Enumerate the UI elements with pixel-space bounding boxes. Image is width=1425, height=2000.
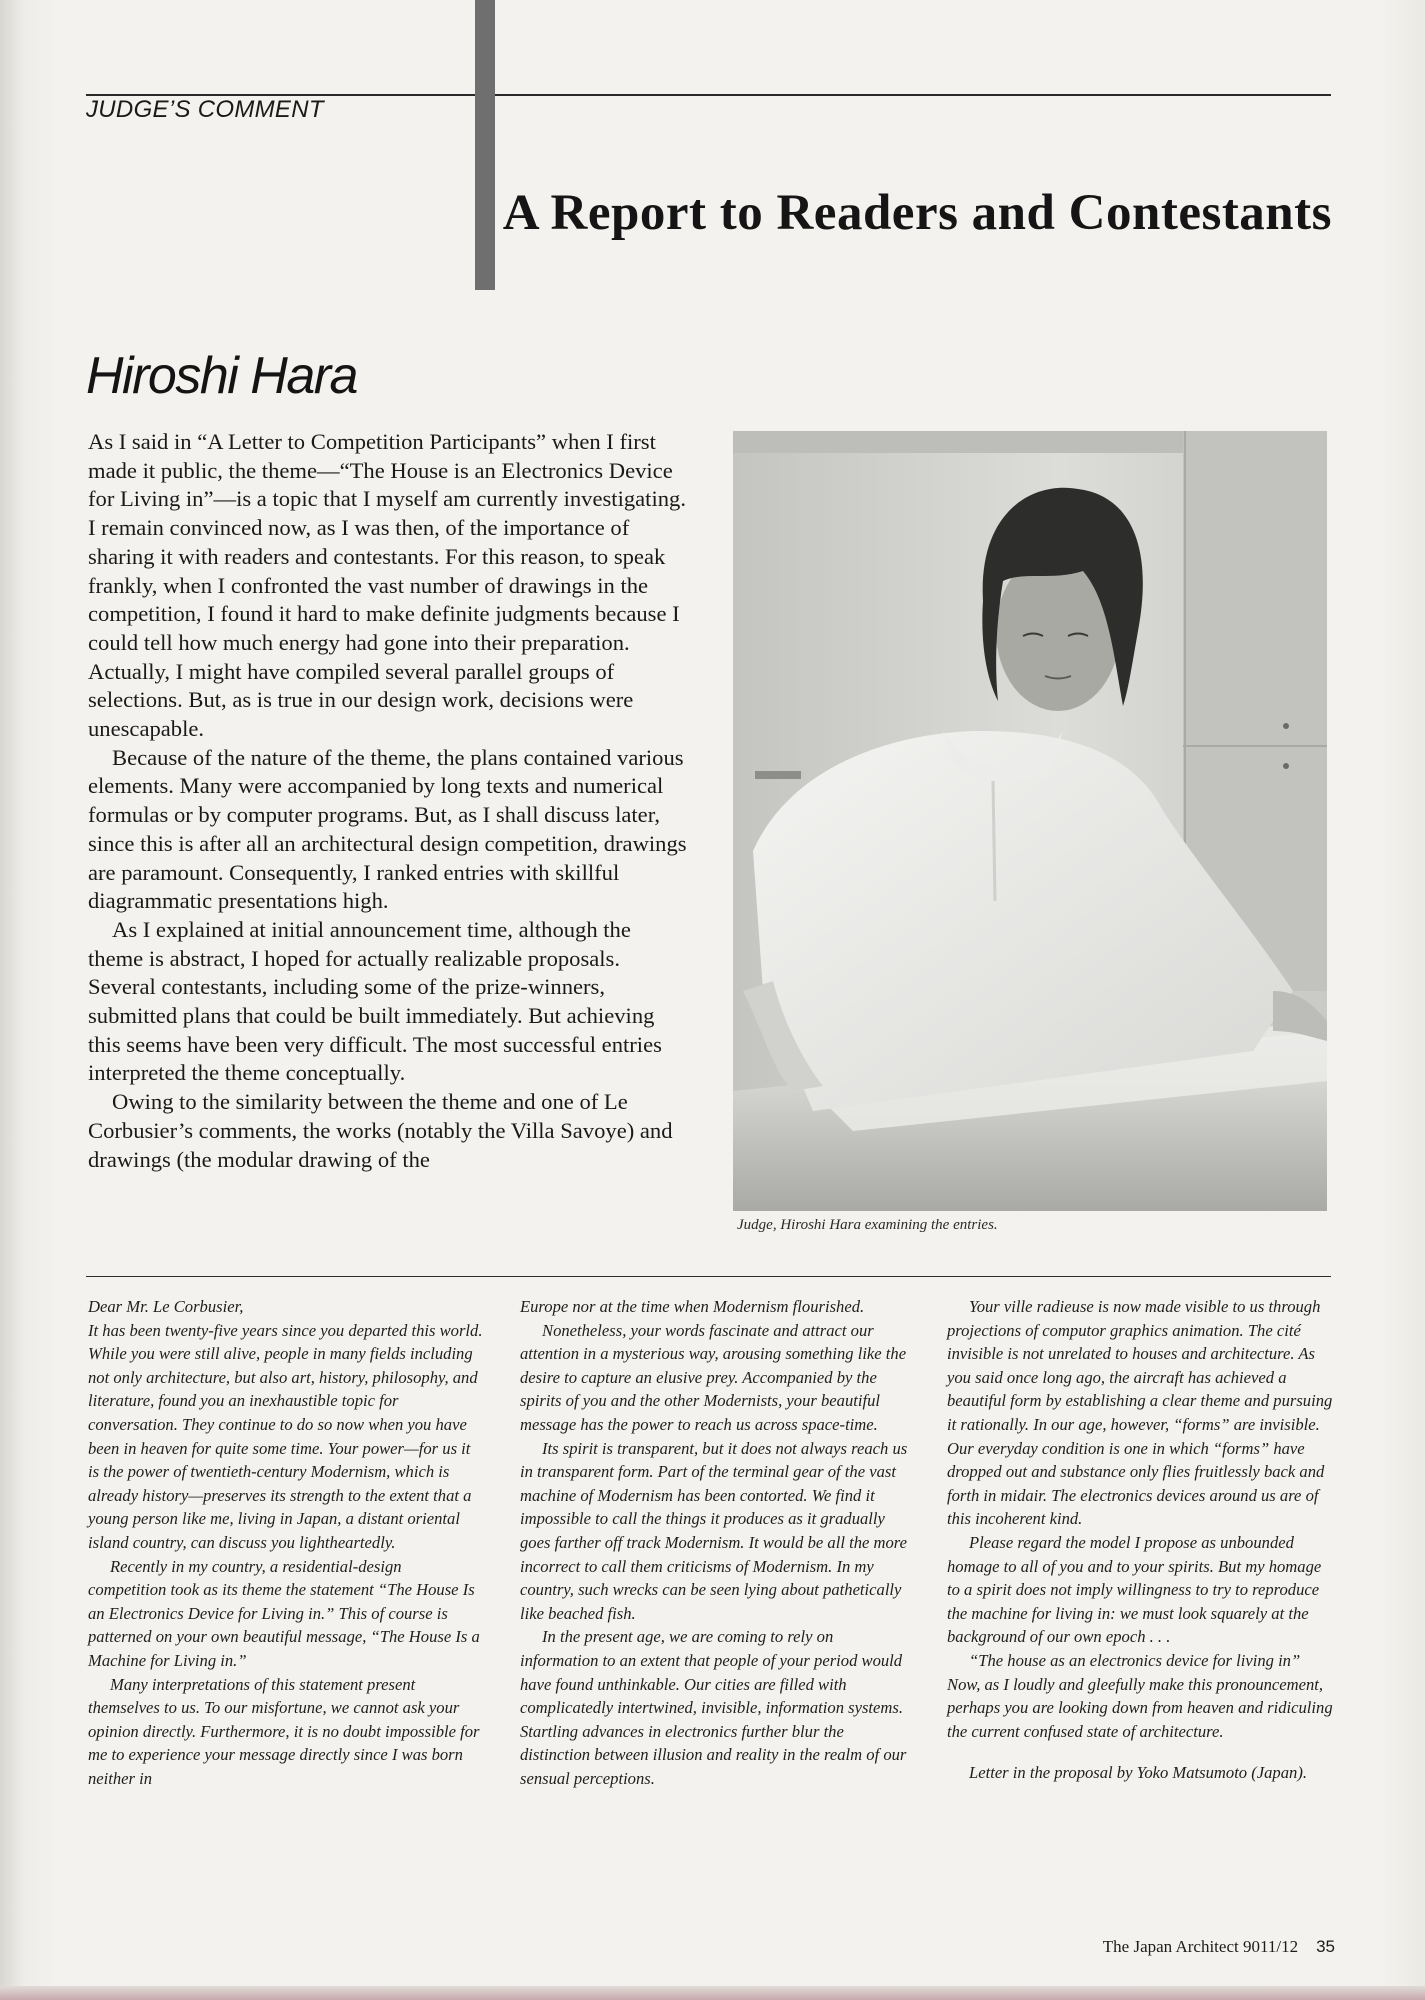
intro-paragraph-3: As I explained at initial announcement time, although the theme is abstract, I hoped for actually realizable proposals. Several contestants, including some of the prize-winners, submitted plans that could be built immediately. But achieving this seems have been very difficult. The most successful entries interpreted the theme conceptually. [88,916,662,1086]
article-title: A Report to Readers and Contestants [502,185,1332,241]
page-footer [1103,1937,1335,1957]
author-name: Hiroshi Hara [86,347,357,405]
letter-column-1 [88,1295,483,1790]
judge-photo [733,431,1327,1211]
judge-photo-illustration [733,431,1327,1211]
intro-text [88,428,688,1174]
letter-paragraph: Its spirit is transparent, but it does not always reach us in transparent form. Part of the terminal gear of the vast machine of Modernism has been contorted. We find it impossible to call the things it produces as it gradually goes farther off track Modernism. It would be all the more incorrect to call them criticisms of Modernism. In my country, such wrecks can be seen lying about pathetically like beached fish. [520,1438,908,1623]
letter-credit: Letter in the proposal by Yoko Matsumoto (Japan). [969,1763,1307,1783]
letter-column-2 [520,1295,915,1790]
letter-column-3 [947,1295,1337,1785]
letter-salutation: Dear Mr. Le Corbusier, [88,1297,244,1316]
intro-paragraph-2: Because of the nature of the theme, the plans contained various elements. Many were accompanied by long texts and numerical formulas or by computer programs. But, as I shall discuss later, since this is after all an architectural design competition, drawings are paramount. Consequently, I ranked entries with skillful diagrammatic presentations high. [88,744,687,914]
intro-paragraph-1: As I said in “A Letter to Competition Participants” when I first made it public, the theme—“The House is an Electronics Device for Living in”—is a topic that I myself am currently investigating. I remain convinced now, as I was then, of the importance of sharing it with readers and contestants. For this reason, to speak frankly, when I confronted the vast number of drawings in the competition, I found it hard to make definite judgments because I could tell how much energy had gone into their preparation. Actually, I might have compiled several parallel groups of selections. But, as is true in our design work, decisions were unescapable. [88,429,686,742]
intro-paragraph-4: Owing to the similarity between the theme and one of Le Corbusier’s comments, the works (notably the Villa Savoye) and drawings (the modular drawing of the [88,1089,673,1172]
letter-paragraph: “The house as an electronics device for living in” Now, as I loudly and gleefully make this pronouncement, perhaps you are looking down from heaven and ridiculing the current confused state of architecture. [947,1650,1333,1741]
letter-paragraph: Nonetheless, your words fascinate and attract our attention in a mysterious way, arousing something like the desire to capture an elusive prey. Accompanied by the spirits of you and the other Modernists, your beautiful message has the power to reach us across space-time. [520,1320,907,1434]
section-divider [86,1276,1331,1277]
page-bottom-edge [0,1986,1425,2000]
letter-paragraph: It has been twenty-five years since you departed this world. While you were still alive, people in many fields including not only architecture, but also art, history, philosophy, and literature, found you an inexhaustible topic for conversation. They continue to do so now when you have been in heaven for quite some time. Your power—for us it is the power of twentieth-century Modernism, which is already history—preserves its strength to the extent that a young person like me, living in Japan, a distant oriental island country, can discuss you lightheartedly. [88,1320,483,1552]
publication-name: The Japan Architect 9011/12 [1102,1937,1299,1956]
page-number: 35 [1316,1937,1335,1956]
letter-paragraph: Many interpretations of this statement present themselves to us. To our misfortune, we cannot ask your opinion directly. Furthermore, it is no doubt impossible for me to experience your message directly since I was born neither in [88,1674,480,1788]
letter-paragraph: Your ville radieuse is now made visible to us through projections of computor graphics animation. The cité invisible is not unrelated to houses and architecture. As you said once long ago, the aircraft has achieved a beautiful form by establishing a clear theme and pursuing it rationally. In our age, however, “forms” are invisible. Our everyday condition is one in which “forms” have dropped out and substance only flies fruitlessly back and forth in midair. The electronics devices around us are of this incoherent kind. [947,1297,1333,1529]
decorative-vertical-bar [475,0,495,290]
letter-paragraph: Recently in my country, a residential-design competition took as its theme the statement “The House Is an Electronics Device for Living in.” This of course is patterned on your own beautiful message, “The House Is a Machine for Living in.” [88,1556,480,1670]
letter-paragraph: Europe nor at the time when Modernism flourished. [520,1297,865,1316]
letter-paragraph: In the present age, we are coming to rely on information to an extent that people of your period would have found unthinkable. Our cities are filled with complicatedly intertwined, invisible, information systems. Startling advances in electronics further blur the distinction between illusion and reality in the realm of our sensual perceptions. [520,1627,907,1788]
section-label: JUDGE’S COMMENT [86,96,324,123]
letter-paragraph: Please regard the model I propose as unbounded homage to all of you and to your spirits. But my homage to a spirit does not imply willingness to try to reproduce the machine for living in: we must look squarely at the background of our own epoch . . . [947,1532,1322,1647]
photo-caption: Judge, Hiroshi Hara examining the entries. [737,1217,998,1233]
